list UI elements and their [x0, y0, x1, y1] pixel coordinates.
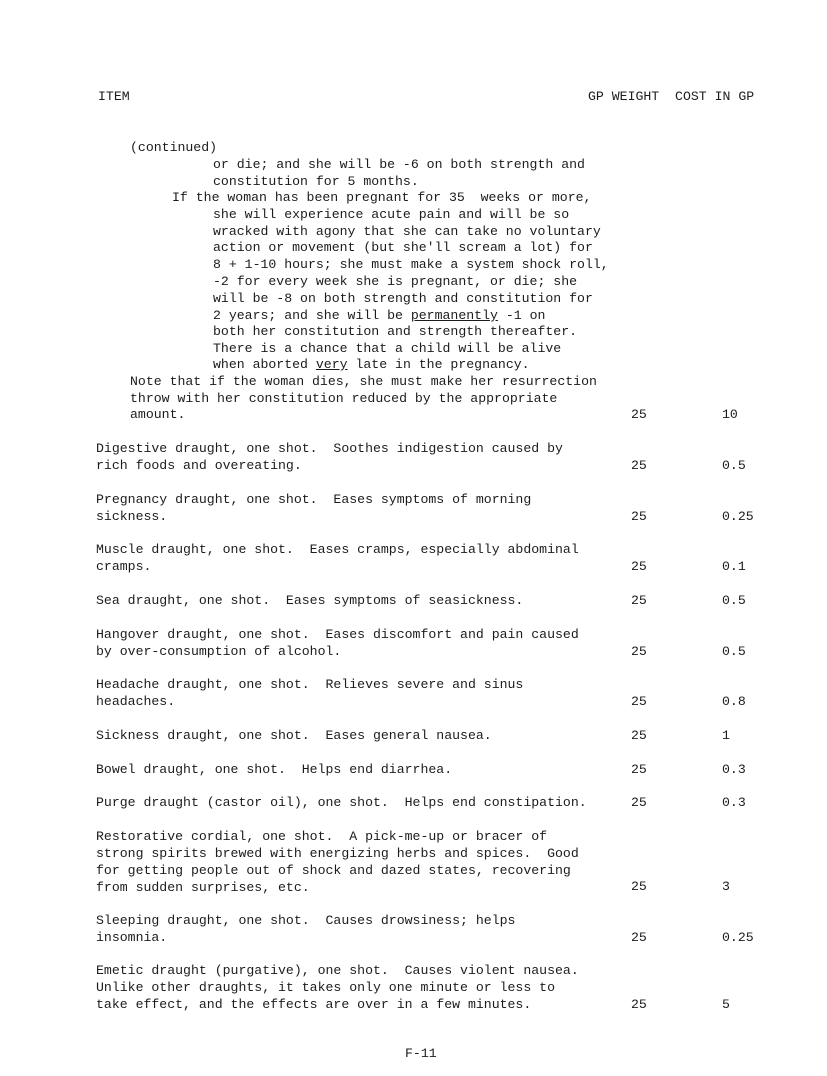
item-weight: 25 — [631, 407, 647, 422]
item-description: Sickness draught, one shot. Eases general nausea. — [96, 728, 492, 743]
item-cost: 0.5 — [722, 593, 746, 608]
item-description: Pregnancy draught, one shot. Eases symptoms of morning sickness. — [96, 492, 532, 524]
item-description: Emetic draught (purgative), one shot. Causes violent nausea. Unlike other draughts, it takes only one minute or less to take effect, and the effects are over in a few minutes. — [96, 963, 579, 1012]
item-cost: 0.1 — [722, 559, 746, 574]
text-line: she will experience acute pain and will be so — [213, 207, 570, 222]
text-line: Note that if the woman dies, she must make her resurrection — [130, 374, 597, 389]
text-segment: 2 years; and she will be — [213, 308, 411, 323]
continued-label: (continued) — [130, 140, 218, 155]
page-number: F-11 — [405, 1046, 437, 1061]
text-line: constitution for 5 months. — [213, 174, 419, 189]
item-weight: 25 — [631, 593, 647, 608]
item-description: Restorative cordial, one shot. A pick-me-up or bracer of strong spirits brewed with energizing herbs and spices. Good for getting people out of shock and dazed states, recovering from sudden surprises, etc. — [96, 829, 579, 895]
text-segment: when aborted — [213, 357, 316, 372]
item-weight: 25 — [631, 762, 647, 777]
text-line: both her constitution and strength thereafter. — [213, 324, 578, 339]
item-weight: 25 — [631, 879, 647, 894]
item-cost: 0.8 — [722, 694, 746, 709]
text-line: will be -8 on both strength and constitution for — [213, 291, 593, 306]
text-line: 8 + 1-10 hours; she must make a system shock roll, — [213, 257, 609, 272]
text-line: If the woman has been pregnant for 35 weeks or more, — [172, 190, 592, 205]
item-description: Sea draught, one shot. Eases symptoms of seasickness. — [96, 593, 524, 608]
text-line-with-emphasis — [213, 357, 530, 374]
item-description: Bowel draught, one shot. Helps end diarrhea. — [96, 762, 453, 777]
item-cost: 0.5 — [722, 458, 746, 473]
item-weight: 25 — [631, 930, 647, 945]
item-description: Purge draught (castor oil), one shot. Helps end constipation. — [96, 795, 587, 810]
text-line: action or movement (but she'll scream a lot) for — [213, 240, 593, 255]
item-cost: 0.3 — [722, 795, 746, 810]
item-cost: 1 — [722, 728, 730, 743]
item-cost: 0.25 — [722, 930, 754, 945]
item-cost: 10 — [722, 407, 738, 422]
text-line: There is a chance that a child will be alive — [213, 341, 562, 356]
column-header-weight-cost: GP WEIGHT COST IN GP — [588, 89, 755, 104]
text-line: throw with her constitution reduced by the appropriate — [130, 391, 558, 406]
item-weight: 25 — [631, 694, 647, 709]
item-weight: 25 — [631, 795, 647, 810]
text-line-with-emphasis — [213, 308, 545, 325]
text-line: wracked with agony that she can take no voluntary — [213, 224, 601, 239]
item-weight: 25 — [631, 728, 647, 743]
item-cost: 5 — [722, 997, 730, 1012]
item-weight: 25 — [631, 997, 647, 1012]
item-description: Digestive draught, one shot. Soothes indigestion caused by rich foods and overeating. — [96, 441, 563, 473]
text-line: or die; and she will be -6 on both strength and — [213, 157, 585, 172]
text-segment: late in the pregnancy. — [347, 357, 530, 372]
item-weight: 25 — [631, 458, 647, 473]
item-cost: 0.3 — [722, 762, 746, 777]
item-weight: 25 — [631, 509, 647, 524]
item-cost: 0.5 — [722, 644, 746, 659]
item-description: Sleeping draught, one shot. Causes drowsiness; helps insomnia. — [96, 913, 516, 945]
item-cost: 0.25 — [722, 509, 754, 524]
item-description: Headache draught, one shot. Relieves severe and sinus headaches. — [96, 677, 524, 709]
item-weight: 25 — [631, 644, 647, 659]
item-description: Hangover draught, one shot. Eases discomfort and pain caused by over-consumption of alcohol. — [96, 627, 579, 659]
item-weight: 25 — [631, 559, 647, 574]
underlined-word: very — [315, 357, 348, 372]
text-segment: -1 on — [497, 308, 546, 323]
text-line: amount. — [130, 407, 186, 422]
item-cost: 3 — [722, 879, 730, 894]
item-description: Muscle draught, one shot. Eases cramps, especially abdominal cramps. — [96, 542, 579, 574]
underlined-word: permanently — [410, 308, 498, 323]
column-header-item: ITEM — [98, 89, 130, 104]
text-line: -2 for every week she is pregnant, or die; she — [213, 274, 578, 289]
